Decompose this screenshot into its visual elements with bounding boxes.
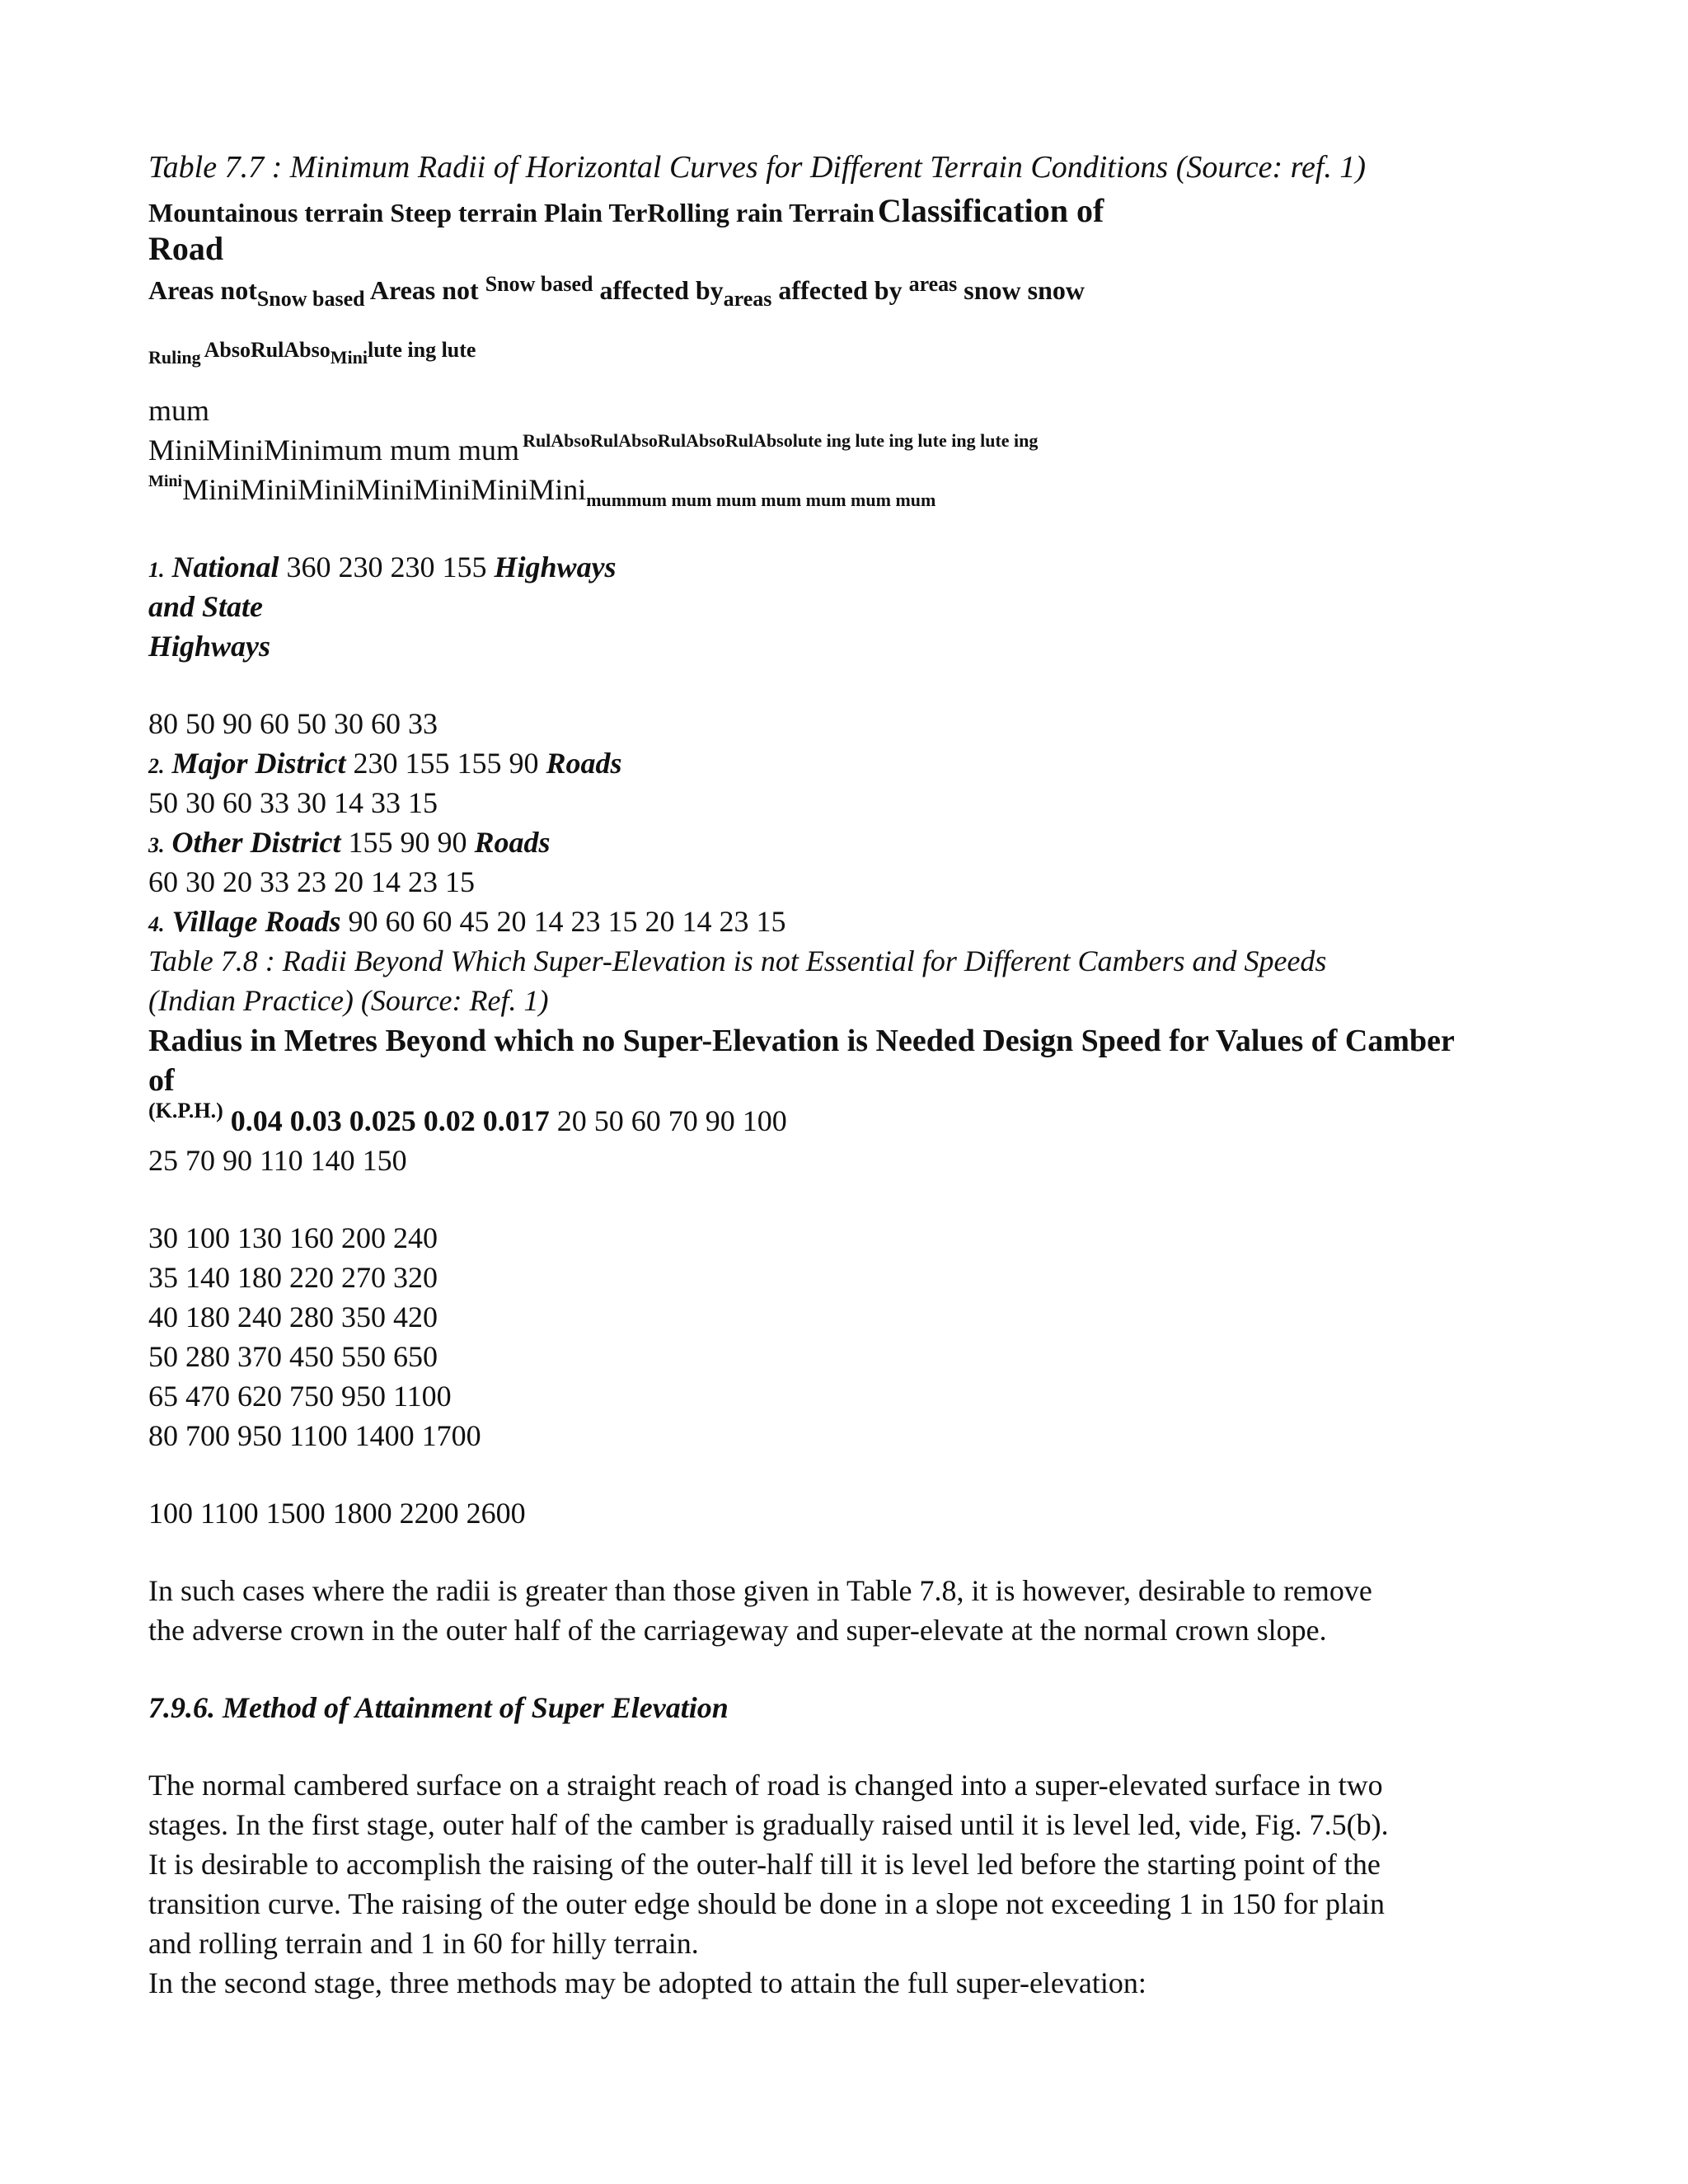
row-values: 50 30 60 33 30 14 33 15 bbox=[148, 786, 438, 819]
table-row: 25 70 90 110 140 150 bbox=[148, 1144, 407, 1177]
table-7-8-header-row-2 bbox=[148, 1099, 787, 1137]
table-row: 20 50 60 70 90 100 bbox=[556, 1104, 787, 1137]
header-cell: snow snow bbox=[964, 275, 1085, 305]
paragraph-line: In such cases where the radii is greater than those given in Table 7.8, it is however, desirable to remove bbox=[148, 1574, 1372, 1607]
table-row: 80 700 950 1100 1400 1700 bbox=[148, 1419, 481, 1452]
terrain-headings: Mountainous terrain Steep terrain Plain TerRolling rain Terrain bbox=[148, 198, 874, 227]
table-7-7-header-row-3 bbox=[148, 338, 476, 368]
paragraph-line: In the second stage, three methods may be adopted to attain the full super-elevation: bbox=[148, 1966, 1146, 1999]
table-row: 65 470 620 750 950 1100 bbox=[148, 1380, 452, 1413]
row-values: 155 90 90 bbox=[348, 826, 467, 859]
header-cell: lute ing lute bbox=[368, 338, 476, 362]
table-7-8-caption: (Indian Practice) (Source: Ref. 1) bbox=[148, 984, 549, 1017]
paragraph-line: It is desirable to accomplish the raising of the outer-half till it is level led before the starting point of the bbox=[148, 1848, 1381, 1881]
table-row: 50 280 370 450 550 650 bbox=[148, 1340, 438, 1373]
row-name: Highways bbox=[494, 551, 617, 583]
table-7-7-row-3 bbox=[148, 827, 551, 857]
table-7-7-header-row-4: mum bbox=[148, 394, 210, 427]
row-number: 4. bbox=[148, 912, 165, 936]
header-cell: Snow based bbox=[485, 272, 593, 296]
paragraph-line: and rolling terrain and 1 in 60 for hilly terrain. bbox=[148, 1927, 699, 1960]
table-row: 40 180 240 280 350 420 bbox=[148, 1301, 438, 1333]
header-cell: MiniMiniMiniMiniMiniMiniMini bbox=[182, 473, 587, 506]
table-7-8-header: Radius in Metres Beyond which no Super-Elevation is Needed Design Speed for Values of Camber bbox=[148, 1024, 1455, 1058]
header-cell: areas bbox=[723, 287, 772, 311]
camber-values: 0.04 0.03 0.025 0.02 0.017 bbox=[230, 1104, 550, 1137]
row-values: 230 155 155 90 bbox=[353, 747, 539, 780]
table-7-7-header-row-6 bbox=[148, 472, 936, 510]
header-cell: affected by bbox=[778, 275, 903, 305]
table-7-7-header-row-5 bbox=[148, 430, 1039, 466]
header-cell: Snow based bbox=[256, 287, 365, 311]
header-cell: Ruling bbox=[148, 347, 201, 368]
row-values: 80 50 90 60 50 30 60 33 bbox=[148, 707, 438, 740]
header-cell: AbsoRulAbso bbox=[204, 338, 331, 362]
row-values: 360 230 230 155 bbox=[286, 551, 487, 583]
paragraph-line: transition curve. The raising of the outer edge should be done in a slope not exceeding 1 in 150 for plain bbox=[148, 1887, 1385, 1920]
row-name: Highways bbox=[148, 630, 271, 663]
table-row: 30 100 130 160 200 240 bbox=[148, 1221, 438, 1254]
header-cell: RulAbsoRulAbsoRulAbsoRulAbsolute ing lute ing lute ing lute ing bbox=[523, 430, 1039, 451]
row-name: Village Roads bbox=[171, 905, 341, 938]
speed-unit: (K.P.H.) bbox=[148, 1099, 223, 1122]
table-7-8-caption: Table 7.8 : Radii Beyond Which Super-Elevation is not Essential for Different Cambers and Speeds bbox=[148, 944, 1327, 977]
table-7-8-header: of bbox=[148, 1063, 175, 1098]
paragraph-line: The normal cambered surface on a straight reach of road is changed into a super-elevated surface in two bbox=[148, 1769, 1383, 1802]
row-name: Other District bbox=[171, 826, 341, 859]
table-7-7-caption: Table 7.7 : Minimum Radii of Horizontal Curves for Different Terrain Conditions (Source: ref. 1) bbox=[148, 150, 1367, 185]
paragraph-line: stages. In the first stage, outer half of the camber is gradually raised until it is level led, vide, Fig. 7.5(b). bbox=[148, 1808, 1389, 1841]
table-7-7-row-2 bbox=[148, 748, 622, 778]
header-cell: Areas not bbox=[148, 275, 257, 305]
header-cell: mummum mum mum mum mum mum mum bbox=[586, 490, 936, 510]
row-name: and State bbox=[148, 590, 264, 623]
row-number: 3. bbox=[148, 833, 165, 857]
header-cell: MiniMiniMinimum mum mum bbox=[148, 434, 520, 466]
table-7-7-row-1 bbox=[148, 552, 617, 582]
table-7-7-row-4 bbox=[148, 907, 786, 936]
row-name: Roads bbox=[474, 826, 551, 859]
road-heading: Road bbox=[148, 230, 224, 267]
row-name: Major District bbox=[171, 747, 346, 780]
header-cell: areas bbox=[908, 272, 958, 296]
header-cell: Mini bbox=[148, 472, 183, 490]
header-cell: Areas not bbox=[369, 275, 479, 305]
row-values: 90 60 60 45 20 14 23 15 20 14 23 15 bbox=[348, 905, 786, 938]
section-heading: 7.9.6. Method of Attainment of Super Elevation bbox=[148, 1691, 729, 1724]
row-number: 2. bbox=[148, 754, 165, 778]
table-row: 100 1100 1500 1800 2200 2600 bbox=[148, 1497, 526, 1530]
paragraph-line: the adverse crown in the outer half of the carriageway and super-elevate at the normal crown slope. bbox=[148, 1614, 1327, 1647]
row-values: 60 30 20 33 23 20 14 23 15 bbox=[148, 865, 475, 898]
row-name: Roads bbox=[546, 747, 622, 780]
row-name: National bbox=[171, 551, 279, 583]
header-cell: Mini bbox=[330, 347, 368, 368]
table-7-7-header-row-1 bbox=[148, 194, 1104, 227]
header-cell: affected by bbox=[599, 275, 724, 305]
table-7-7-header-row-2 bbox=[148, 272, 1085, 311]
classification-heading: Classification of bbox=[877, 192, 1104, 229]
table-row: 35 140 180 220 270 320 bbox=[148, 1261, 438, 1294]
row-number: 1. bbox=[148, 558, 165, 582]
